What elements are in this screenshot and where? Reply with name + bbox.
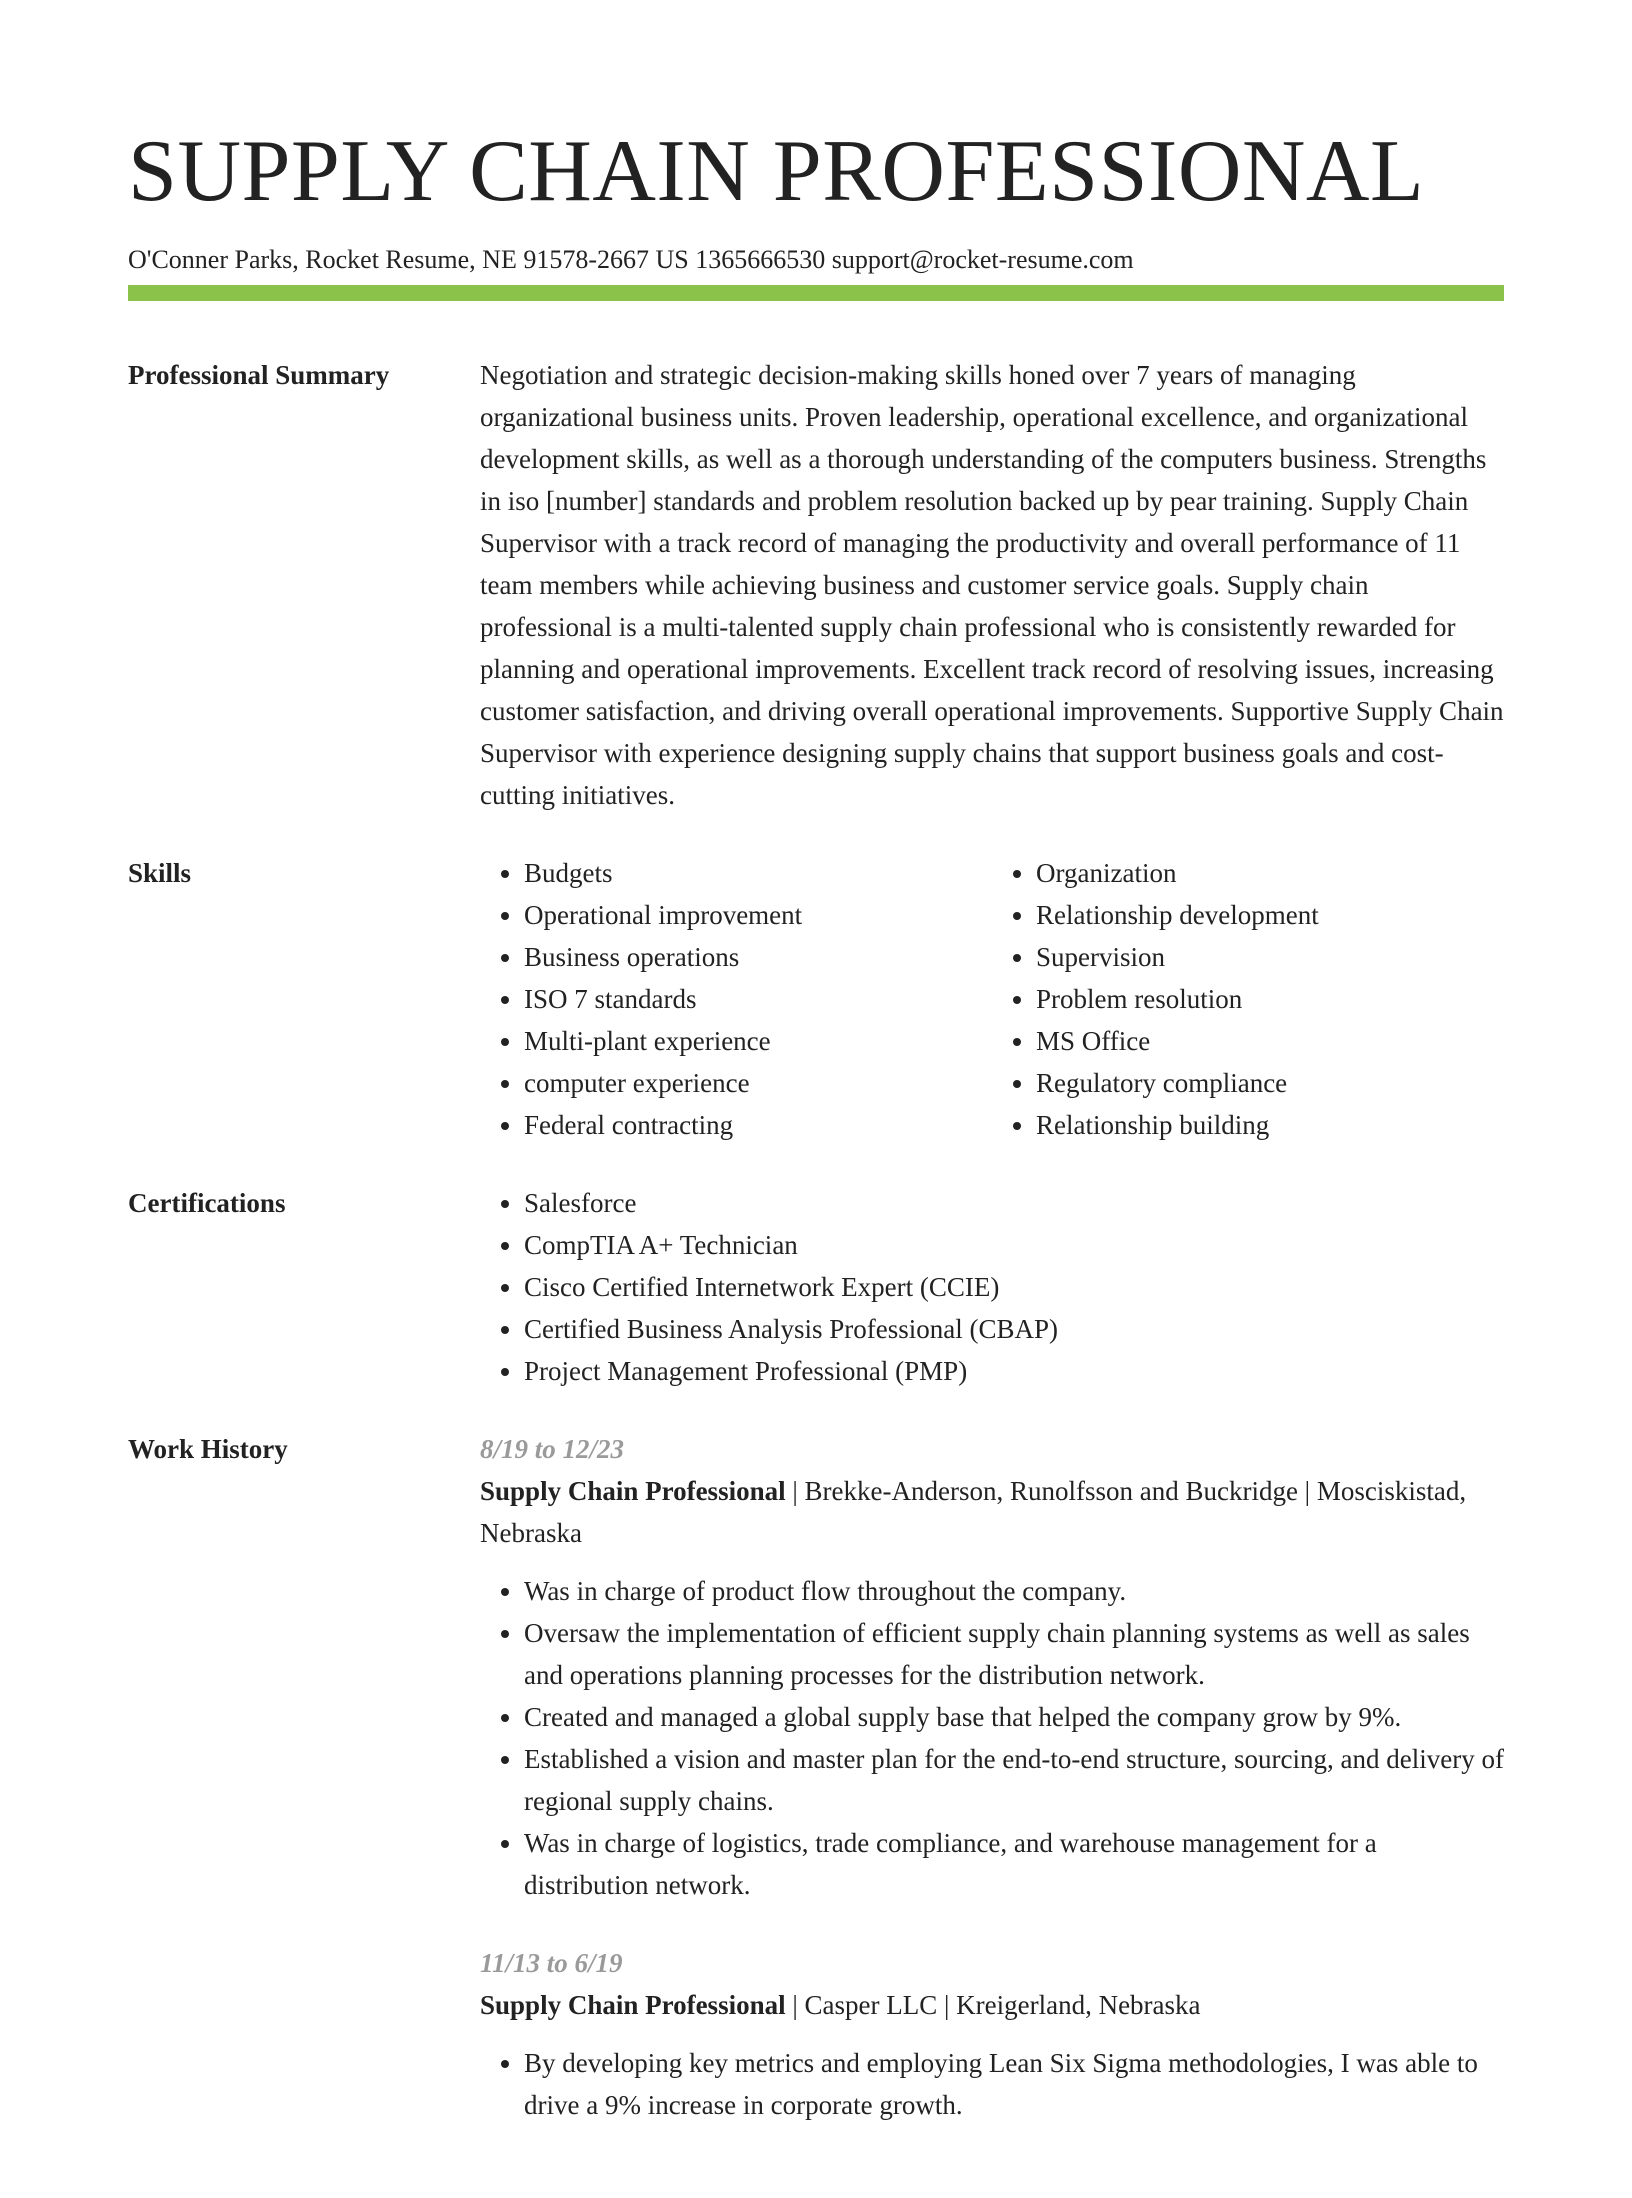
job-bullets <box>480 1570 1504 1906</box>
skill-item: • Supervision <box>1036 936 1504 978</box>
skill-item: • Relationship development <box>1036 894 1504 936</box>
contact-line: O'Conner Parks, Rocket Resume, NE 91578-2667 US 1365666530 support@rocket-resume.com <box>128 245 1134 274</box>
skill-item: • Business operations <box>524 936 992 978</box>
skill-item: • Organization <box>1036 852 1504 894</box>
job-bullet: • Was in charge of logistics, trade compliance, and warehouse management for a distribution network. <box>524 1822 1504 1906</box>
resume-header <box>128 116 1504 278</box>
skill-item: • Problem resolution <box>1036 978 1504 1020</box>
certifications-list <box>480 1182 1504 1392</box>
job-title: Supply Chain Professional <box>480 1476 786 1506</box>
job-bullet: • By developing key metrics and employing Lean Six Sigma methodologies, I was able to drive a 9% increase in corporate growth. <box>524 2042 1504 2126</box>
job-title: Supply Chain Professional <box>480 1990 786 2020</box>
certification-item: • Salesforce <box>524 1182 1504 1224</box>
certification-item: • Certified Business Analysis Professional (CBAP) <box>524 1308 1504 1350</box>
summary-text: Negotiation and strategic decision-making skills honed over 7 years of managing organizational business units. Proven leadership, operational excellence, and organizational development skills, as well as a thorough understanding of the computers business. Strengths in iso [number] standards and problem resolution backed up by pear training. Supply Chain Supervisor with a track record of managing the productivity and overall performance of 11 team members while achieving business and customer service goals. Supply chain professional is a multi-talented supply chain professional who is consistently rewarded for planning and operational improvements. Excellent track record of resolving issues, increasing customer satisfaction, and driving overall operational improvements. Supportive Supply Chain Supervisor with experience designing supply chains that support business goals and cost-cutting initiatives. <box>480 360 1504 810</box>
skills-section <box>128 852 1504 1146</box>
skills-list-left <box>480 852 992 1146</box>
skill-item: • computer experience <box>524 1062 992 1104</box>
skill-item: • Budgets <box>524 852 992 894</box>
job-heading <box>480 1470 1504 1554</box>
job-bullet: • Oversaw the implementation of efficient supply chain planning systems as well as sales and operations planning processes for the distribution network. <box>524 1612 1504 1696</box>
work-history-section <box>128 1428 1504 2162</box>
job-dates: 8/19 to 12/23 <box>480 1434 625 1464</box>
skill-item: • Operational improvement <box>524 894 992 936</box>
certification-item: • Project Management Professional (PMP) <box>524 1350 1504 1392</box>
certification-item: • CompTIA A+ Technician <box>524 1224 1504 1266</box>
certification-item: • Cisco Certified Internetwork Expert (CCIE) <box>524 1266 1504 1308</box>
job-entry <box>480 1428 1504 1906</box>
skill-item: • MS Office <box>1036 1020 1504 1062</box>
job-entry <box>480 1942 1504 2126</box>
certifications-section <box>128 1182 1504 1392</box>
skills-list-right <box>992 852 1504 1146</box>
summary-section <box>128 354 1504 816</box>
accent-divider <box>128 285 1504 301</box>
candidate-name: SUPPLY CHAIN PROFESSIONAL <box>128 123 1425 220</box>
job-bullets <box>480 2042 1504 2126</box>
skill-item: • Regulatory compliance <box>1036 1062 1504 1104</box>
job-dates: 11/13 to 6/19 <box>480 1948 623 1978</box>
job-bullet: • Established a vision and master plan for the end-to-end structure, sourcing, and delivery of regional supply chains. <box>524 1738 1504 1822</box>
job-details: | Casper LLC | Kreigerland, Nebraska <box>785 1990 1201 2020</box>
section-title-certifications: Certifications <box>128 1188 286 1218</box>
skill-item: • Relationship building <box>1036 1104 1504 1146</box>
skill-item: • ISO 7 standards <box>524 978 992 1020</box>
job-bullet: • Created and managed a global supply base that helped the company grow by 9%. <box>524 1696 1504 1738</box>
section-title-skills: Skills <box>128 858 192 888</box>
skill-item: • Multi-plant experience <box>524 1020 992 1062</box>
section-title-summary: Professional Summary <box>128 360 390 390</box>
section-title-work-history: Work History <box>128 1434 288 1464</box>
skill-item: • Federal contracting <box>524 1104 992 1146</box>
job-heading <box>480 1984 1504 2026</box>
job-bullet: • Was in charge of product flow throughout the company. <box>524 1570 1504 1612</box>
resume-sections <box>128 354 1504 2198</box>
job-details: | Brekke-Anderson, Runolfsson and Buckridge | Mosciskistad, Nebraska <box>480 1476 1467 1548</box>
